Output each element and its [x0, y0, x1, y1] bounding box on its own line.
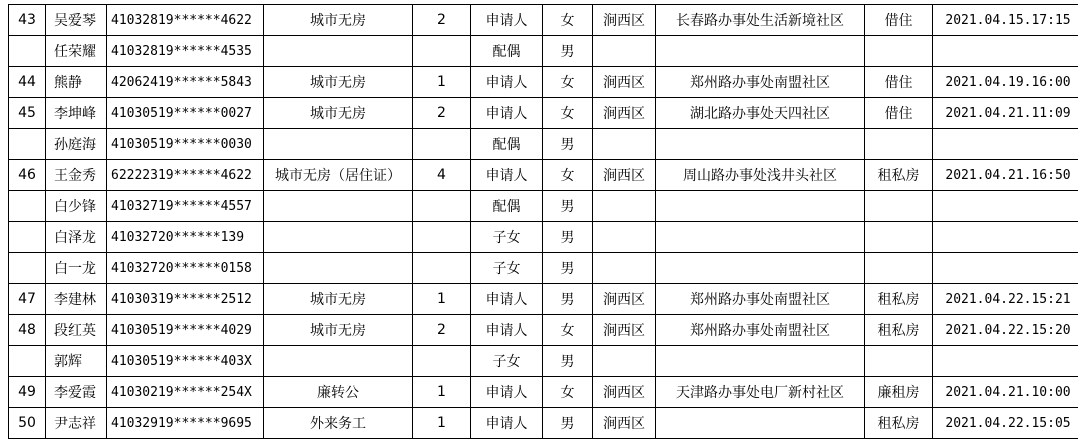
row-number-cell	[9, 346, 46, 377]
community-cell: 郑州路办事处南盟社区	[656, 284, 865, 315]
household-count-cell	[413, 346, 471, 377]
district-cell: 涧西区	[593, 98, 656, 129]
id-number-cell: 41032720******139	[107, 222, 264, 253]
household-count-cell	[413, 36, 471, 67]
name-cell: 任荣耀	[46, 36, 107, 67]
name-cell: 李坤峰	[46, 98, 107, 129]
id-number-cell: 41030519******4029	[107, 315, 264, 346]
category-cell: 城市无房	[264, 284, 413, 315]
table-row	[9, 253, 1078, 284]
community-cell: 湖北路办事处天四社区	[656, 98, 865, 129]
community-cell	[656, 191, 865, 222]
row-number-cell	[9, 191, 46, 222]
gender-cell: 男	[543, 129, 593, 160]
id-number-cell: 41032719******4557	[107, 191, 264, 222]
household-count-cell: 1	[413, 284, 471, 315]
housing-status-cell	[865, 222, 933, 253]
row-number-cell: 49	[9, 377, 46, 408]
housing-status-cell: 廉租房	[865, 377, 933, 408]
name-cell: 李爱霞	[46, 377, 107, 408]
table-row	[9, 222, 1078, 253]
district-cell: 涧西区	[593, 377, 656, 408]
submit-time-cell: 2021.04.21.10:00	[933, 377, 1078, 408]
name-cell: 孙庭海	[46, 129, 107, 160]
gender-cell: 男	[543, 408, 593, 439]
table-row	[9, 346, 1078, 377]
table-row	[9, 408, 1078, 439]
gender-cell: 女	[543, 315, 593, 346]
category-cell	[264, 129, 413, 160]
gender-cell: 女	[543, 98, 593, 129]
housing-status-cell: 借住	[865, 98, 933, 129]
gender-cell: 男	[543, 346, 593, 377]
name-cell: 白泽龙	[46, 222, 107, 253]
community-cell: 郑州路办事处南盟社区	[656, 315, 865, 346]
district-cell: 涧西区	[593, 284, 656, 315]
household-count-cell	[413, 222, 471, 253]
row-number-cell	[9, 129, 46, 160]
role-cell: 子女	[471, 346, 543, 377]
role-cell: 申请人	[471, 408, 543, 439]
household-count-cell: 1	[413, 408, 471, 439]
table-row	[9, 129, 1078, 160]
community-cell	[656, 253, 865, 284]
name-cell: 段红英	[46, 315, 107, 346]
gender-cell: 女	[543, 377, 593, 408]
community-cell: 周山路办事处浅井头社区	[656, 160, 865, 191]
name-cell: 李建林	[46, 284, 107, 315]
community-cell: 天津路办事处电厂新村社区	[656, 377, 865, 408]
housing-status-cell	[865, 253, 933, 284]
submit-time-cell: 2021.04.22.15:05	[933, 408, 1078, 439]
household-count-cell: 1	[413, 377, 471, 408]
housing-status-cell: 租私房	[865, 160, 933, 191]
household-count-cell	[413, 191, 471, 222]
id-number-cell: 41030519******0030	[107, 129, 264, 160]
table-row	[9, 36, 1078, 67]
id-number-cell: 41030519******403X	[107, 346, 264, 377]
submit-time-cell	[933, 253, 1078, 284]
community-cell: 长春路办事处生活新境社区	[656, 5, 865, 36]
gender-cell: 男	[543, 191, 593, 222]
table-row	[9, 5, 1078, 36]
household-count-cell: 1	[413, 67, 471, 98]
district-cell	[593, 129, 656, 160]
housing-status-cell	[865, 346, 933, 377]
submit-time-cell	[933, 346, 1078, 377]
category-cell	[264, 36, 413, 67]
applicant-table	[8, 4, 1078, 439]
id-number-cell: 41030519******0027	[107, 98, 264, 129]
housing-status-cell	[865, 191, 933, 222]
gender-cell: 女	[543, 5, 593, 36]
role-cell: 申请人	[471, 98, 543, 129]
category-cell: 城市无房	[264, 67, 413, 98]
submit-time-cell	[933, 36, 1078, 67]
name-cell: 尹志祥	[46, 408, 107, 439]
district-cell	[593, 346, 656, 377]
housing-status-cell	[865, 129, 933, 160]
role-cell: 申请人	[471, 315, 543, 346]
row-number-cell	[9, 253, 46, 284]
table-body	[9, 5, 1078, 439]
category-cell: 城市无房	[264, 315, 413, 346]
category-cell	[264, 191, 413, 222]
table-row	[9, 284, 1078, 315]
row-number-cell: 44	[9, 67, 46, 98]
submit-time-cell	[933, 222, 1078, 253]
household-count-cell: 2	[413, 98, 471, 129]
household-count-cell	[413, 253, 471, 284]
role-cell: 配偶	[471, 129, 543, 160]
table-row	[9, 160, 1078, 191]
name-cell: 熊静	[46, 67, 107, 98]
row-number-cell: 47	[9, 284, 46, 315]
community-cell	[656, 346, 865, 377]
district-cell: 涧西区	[593, 408, 656, 439]
submit-time-cell: 2021.04.19.16:00	[933, 67, 1078, 98]
row-number-cell	[9, 36, 46, 67]
household-count-cell: 4	[413, 160, 471, 191]
id-number-cell: 41032919******9695	[107, 408, 264, 439]
name-cell: 郭辉	[46, 346, 107, 377]
row-number-cell: 45	[9, 98, 46, 129]
household-count-cell: 2	[413, 5, 471, 36]
role-cell: 申请人	[471, 160, 543, 191]
row-number-cell: 43	[9, 5, 46, 36]
table-row	[9, 315, 1078, 346]
submit-time-cell: 2021.04.15.17:15	[933, 5, 1078, 36]
name-cell: 吴爱琴	[46, 5, 107, 36]
community-cell	[656, 36, 865, 67]
submit-time-cell: 2021.04.22.15:20	[933, 315, 1078, 346]
gender-cell: 女	[543, 67, 593, 98]
row-number-cell: 46	[9, 160, 46, 191]
id-number-cell: 62222319******4622	[107, 160, 264, 191]
community-cell	[656, 222, 865, 253]
role-cell: 子女	[471, 222, 543, 253]
row-number-cell: 48	[9, 315, 46, 346]
id-number-cell: 41030319******2512	[107, 284, 264, 315]
gender-cell: 女	[543, 160, 593, 191]
role-cell: 子女	[471, 253, 543, 284]
role-cell: 申请人	[471, 377, 543, 408]
name-cell: 白一龙	[46, 253, 107, 284]
submit-time-cell: 2021.04.21.11:09	[933, 98, 1078, 129]
category-cell: 城市无房（居住证）	[264, 160, 413, 191]
district-cell	[593, 222, 656, 253]
id-number-cell: 41030219******254X	[107, 377, 264, 408]
category-cell: 外来务工	[264, 408, 413, 439]
community-cell	[656, 129, 865, 160]
category-cell: 廉转公	[264, 377, 413, 408]
gender-cell: 男	[543, 253, 593, 284]
household-count-cell: 2	[413, 315, 471, 346]
housing-status-cell: 租私房	[865, 284, 933, 315]
role-cell: 配偶	[471, 191, 543, 222]
role-cell: 申请人	[471, 284, 543, 315]
table-row	[9, 98, 1078, 129]
category-cell	[264, 253, 413, 284]
submit-time-cell: 2021.04.22.15:21	[933, 284, 1078, 315]
household-count-cell	[413, 129, 471, 160]
role-cell: 申请人	[471, 5, 543, 36]
id-number-cell: 41032720******0158	[107, 253, 264, 284]
gender-cell: 男	[543, 284, 593, 315]
community-cell	[656, 408, 865, 439]
district-cell: 涧西区	[593, 315, 656, 346]
category-cell	[264, 222, 413, 253]
community-cell: 郑州路办事处南盟社区	[656, 67, 865, 98]
id-number-cell: 41032819******4622	[107, 5, 264, 36]
housing-status-cell: 借住	[865, 5, 933, 36]
submit-time-cell: 2021.04.21.16:50	[933, 160, 1078, 191]
district-cell	[593, 191, 656, 222]
district-cell	[593, 36, 656, 67]
district-cell: 涧西区	[593, 67, 656, 98]
housing-status-cell: 借住	[865, 67, 933, 98]
gender-cell: 男	[543, 222, 593, 253]
row-number-cell: 50	[9, 408, 46, 439]
housing-status-cell: 租私房	[865, 315, 933, 346]
role-cell: 申请人	[471, 67, 543, 98]
housing-status-cell: 租私房	[865, 408, 933, 439]
category-cell: 城市无房	[264, 5, 413, 36]
district-cell	[593, 253, 656, 284]
id-number-cell: 42062419******5843	[107, 67, 264, 98]
district-cell: 涧西区	[593, 160, 656, 191]
table-row	[9, 377, 1078, 408]
role-cell: 配偶	[471, 36, 543, 67]
housing-status-cell	[865, 36, 933, 67]
row-number-cell	[9, 222, 46, 253]
submit-time-cell	[933, 191, 1078, 222]
category-cell	[264, 346, 413, 377]
gender-cell: 男	[543, 36, 593, 67]
name-cell: 王金秀	[46, 160, 107, 191]
category-cell: 城市无房	[264, 98, 413, 129]
table-row	[9, 191, 1078, 222]
id-number-cell: 41032819******4535	[107, 36, 264, 67]
name-cell: 白少锋	[46, 191, 107, 222]
submit-time-cell	[933, 129, 1078, 160]
table-row	[9, 67, 1078, 98]
district-cell: 涧西区	[593, 5, 656, 36]
